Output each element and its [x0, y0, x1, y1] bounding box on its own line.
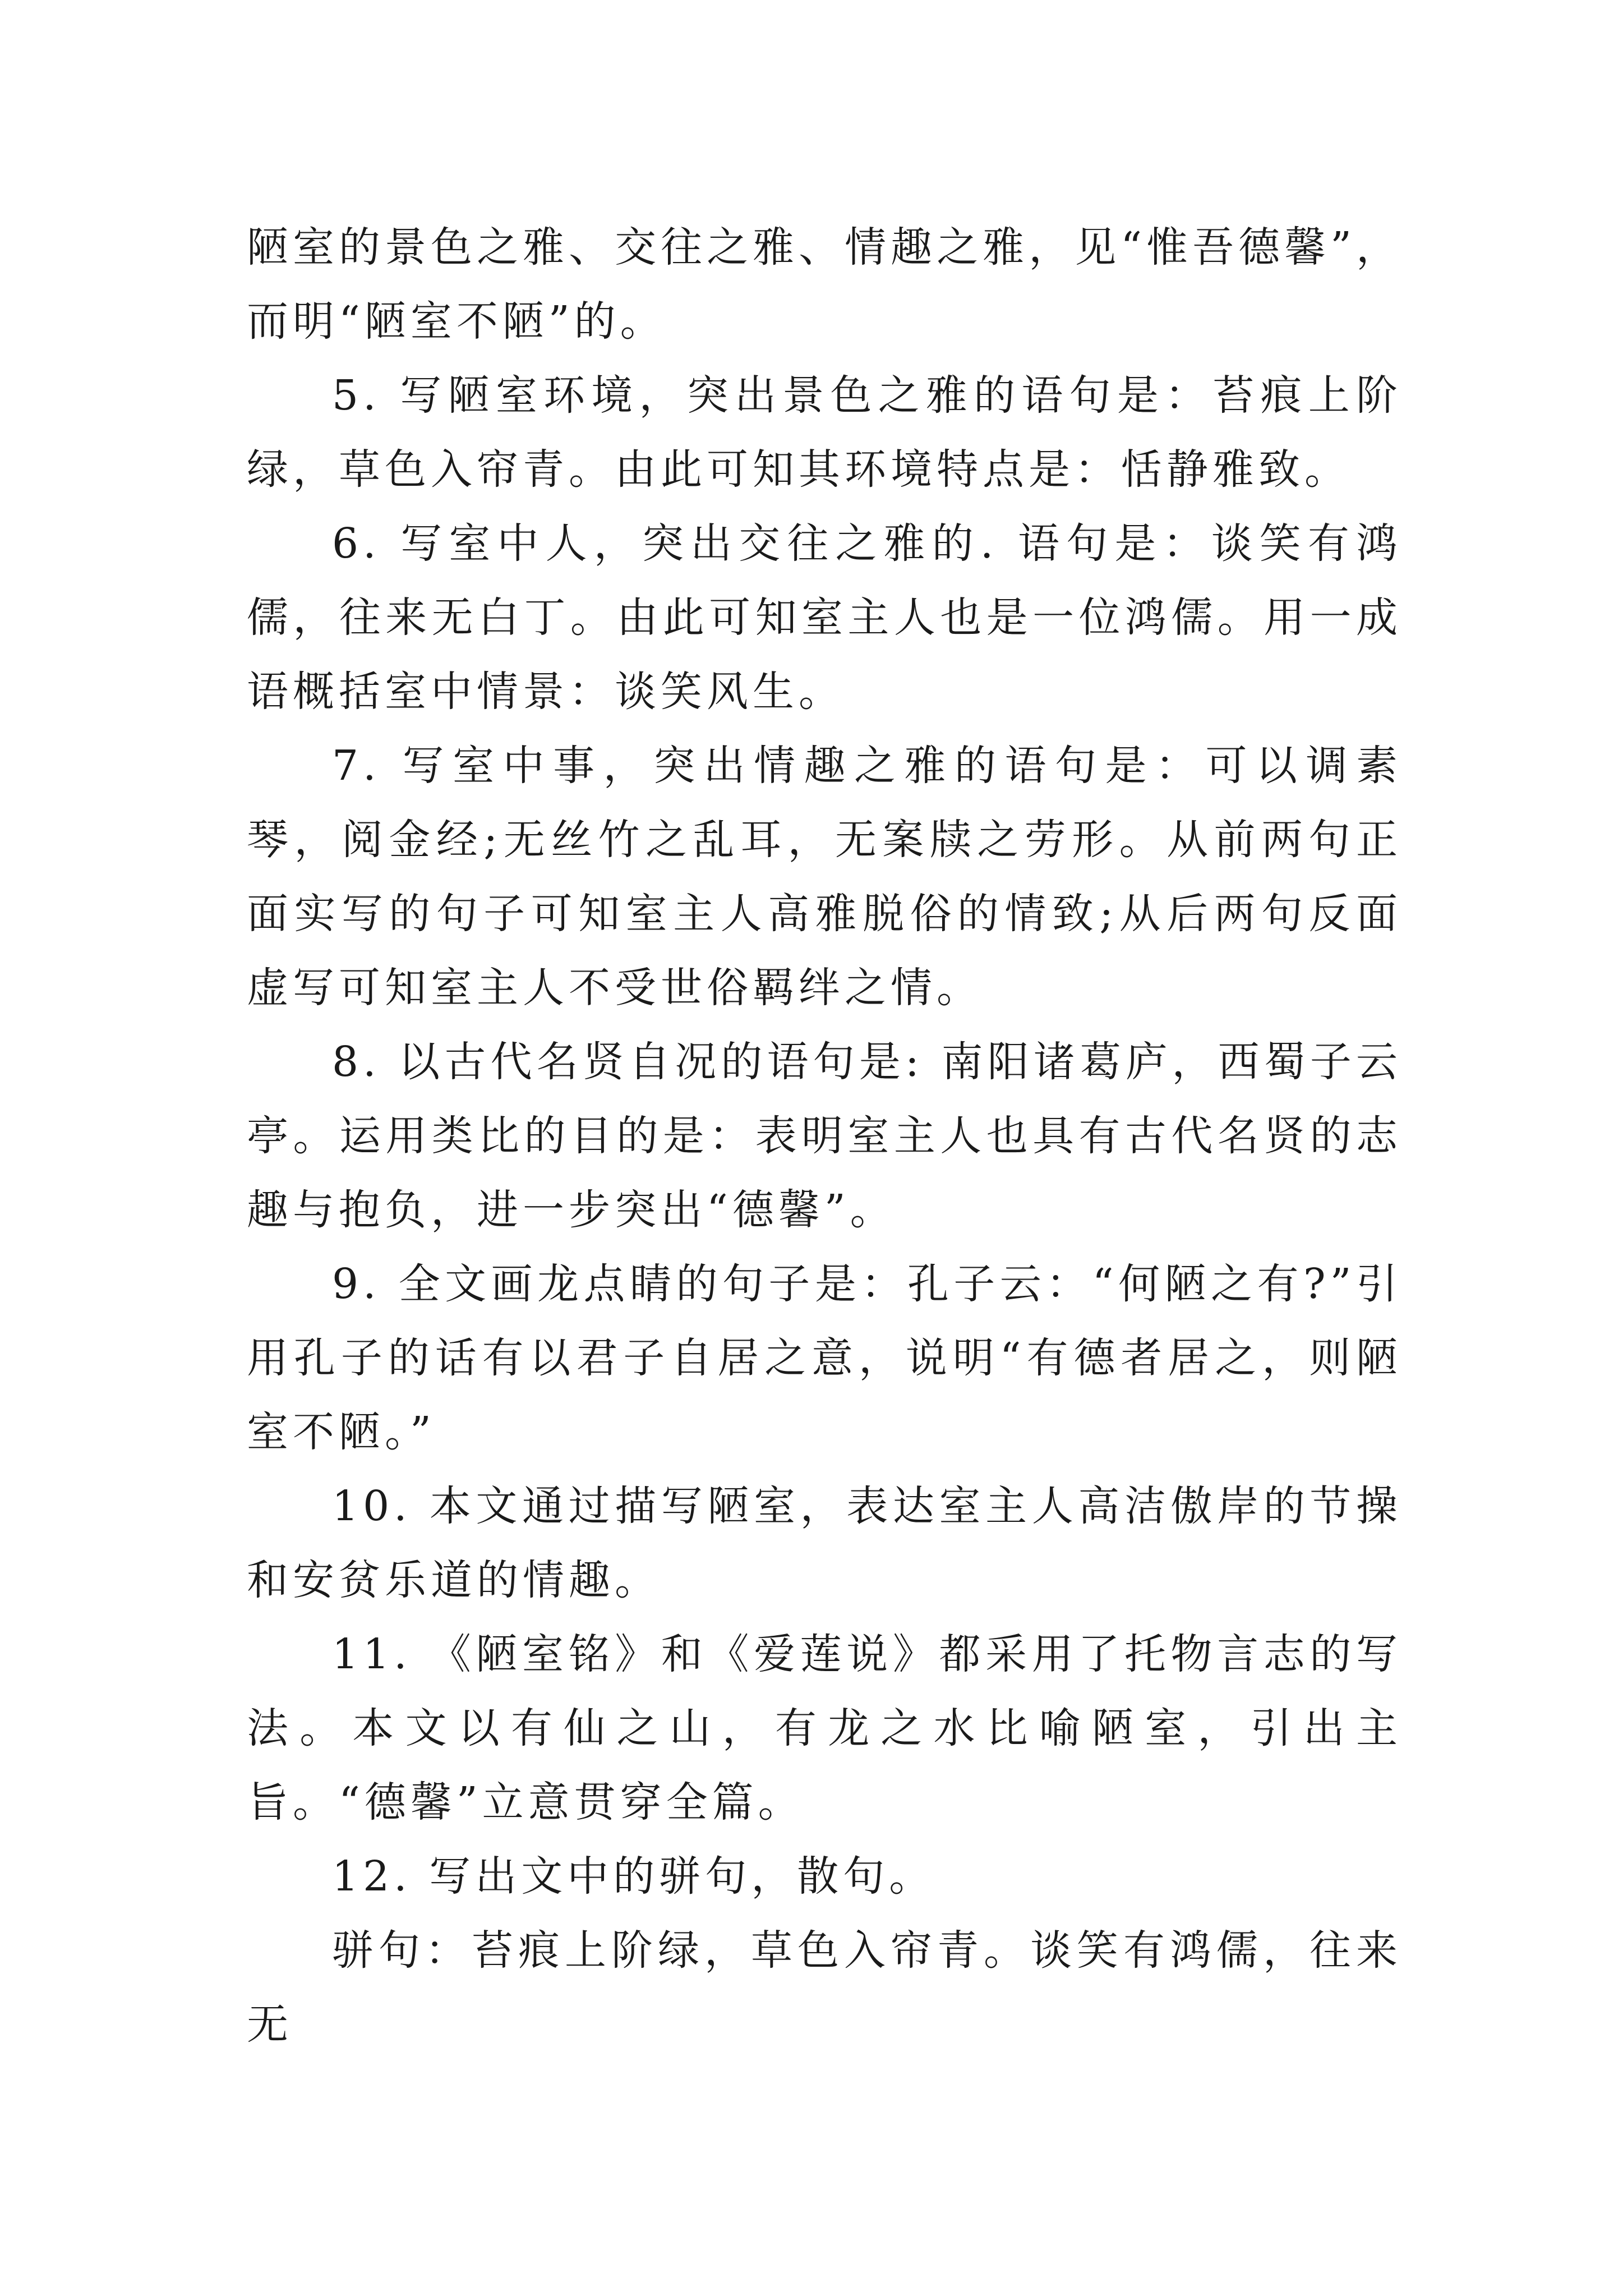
document-body: [247, 210, 1402, 2062]
paragraph-item-10: 10. 本文通过描写陋室，表达室主人高洁傲岸的节操和安贫乐道的情趣。: [247, 1482, 1402, 1604]
paragraph-item-12: 12. 写出文中的骈句，散句。: [332, 1852, 935, 1901]
paragraph-item-6: 6. 写室中人，突出交往之雅的. 语句是：谈笑有鸿儒，往来无白丁。由此可知室主人也是一位鸿儒。用一成语概括室中情景：谈笑风生。: [247, 519, 1402, 716]
paragraph-item-7: 7. 写室中事，突出情趣之雅的语句是：可以调素琴，阅金经;无丝竹之乱耳，无案牍之劳形。从前两句正面实写的句子可知室主人高雅脱俗的情致;从后两句反面虚写可知室主人不受世俗羁绊之情。: [247, 742, 1402, 1012]
paragraph-continuation: 陋室的景色之雅、交往之雅、情趣之雅，见“惟吾德馨”，而明“陋室不陋”的。: [247, 223, 1402, 346]
paragraph-item-11: 11. 《陋室铭》和《爱莲说》都采用了托物言志的写法。本文以有仙之山，有龙之水比喻陋室，引出主旨。“德馨”立意贯穿全篇。: [247, 1630, 1402, 1826]
paragraph-item-9: 9. 全文画龙点睛的句子是：孔子云：“何陋之有?”引用孔子的话有以君子自居之意，说明“有德者居之，则陋室不陋。”: [247, 1260, 1402, 1456]
paragraph-item-8: 8. 以古代名贤自况的语句是: 南阳诸葛庐，西蜀子云亭。运用类比的目的是：表明室主人也具有古代名贤的志趣与抱负，进一步突出“德馨”。: [247, 1038, 1402, 1234]
paragraph-parallel-sentences: 骈句：苔痕上阶绿，草色入帘青。谈笑有鸿儒，往来无: [247, 1926, 1402, 2049]
paragraph-item-5: 5. 写陋室环境，突出景色之雅的语句是：苔痕上阶绿，草色入帘青。由此可知其环境特点是：恬静雅致。: [247, 371, 1402, 494]
